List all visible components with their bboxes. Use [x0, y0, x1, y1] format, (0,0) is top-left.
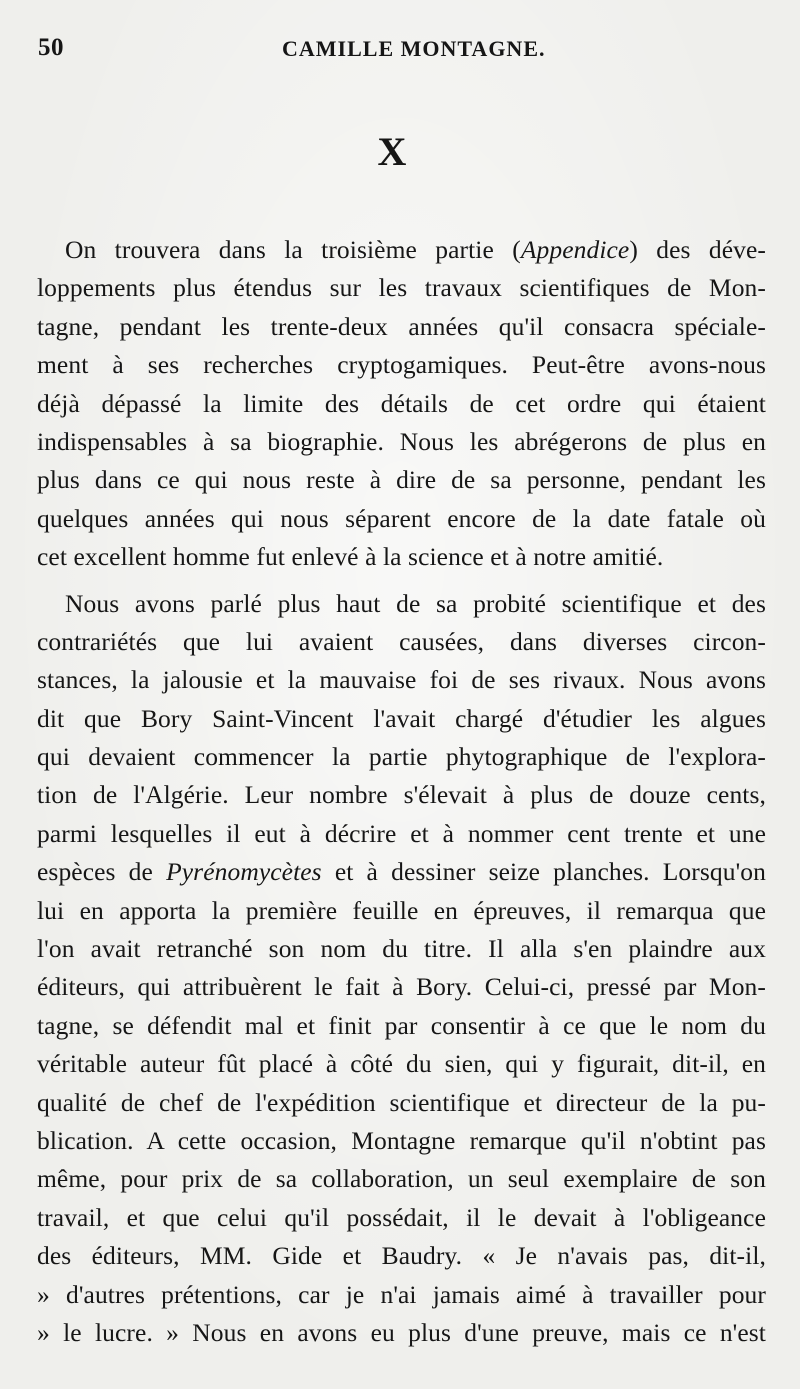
text-line: lui en apporta la première feuille en épreuves, il remarqua que	[37, 895, 766, 925]
text-line: qualité de chef de l'expédition scientifique et directeur de la pu-	[37, 1087, 766, 1117]
text-line: Nous avons parlé plus haut de sa probité scientifique et des	[65, 588, 766, 618]
text-line: » le lucre. » Nous en avons eu plus d'une preuve, mais ce n'est	[37, 1317, 766, 1347]
text-line: cet excellent homme fut enlevé à la science et à notre amitié.	[37, 542, 664, 572]
text-line: éditeurs, qui attribuèrent le fait à Bory. Celui-ci, pressé par Mon-	[37, 972, 766, 1002]
text-line: véritable auteur fût placé à côté du sien, qui y figurait, dit-il, en	[37, 1049, 766, 1079]
text-line: même, pour prix de sa collaboration, un seul exemplaire de son	[37, 1164, 766, 1194]
italic-term: Appendice	[520, 235, 630, 264]
text-line: des éditeurs, MM. Gide et Baudry. « Je n'avais pas, dit-il,	[37, 1241, 766, 1271]
text-line: ment à ses recherches cryptogamiques. Peut-être avons-nous	[37, 350, 766, 380]
text-line: parmi lesquelles il eut à décrire et à nommer cent trente et une	[37, 818, 766, 848]
text-line: On trouvera dans la troisième partie (Appendice) des déve-	[65, 235, 766, 264]
text-line: quelques années qui nous séparent encore de la date fatale où	[37, 503, 766, 533]
text-line: loppements plus étendus sur les travaux scientifiques de Mon-	[37, 273, 766, 303]
text-line: contrariétés que lui avaient causées, dans diverses circon-	[37, 626, 766, 656]
text-line: travail, et que celui qu'il possédait, il le devait à l'obligeance	[37, 1202, 766, 1232]
chapter-number-text: X	[377, 129, 407, 174]
text-line: stances, la jalousie et la mauvaise foi de ses rivaux. Nous avons	[37, 665, 766, 695]
text-line: » d'autres prétentions, car je n'ai jamais aimé à travailler pour	[37, 1279, 766, 1309]
paragraph-gap	[37, 577, 766, 585]
italic-term: Pyrénomycètes	[166, 857, 322, 887]
text-line: indispensables à sa biographie. Nous les abrégerons de plus en	[37, 426, 766, 456]
text-line: déjà dépassé la limite des détails de cet ordre qui étaient	[37, 388, 766, 418]
text-line: espèces de Pyrénomycètes et à dessiner seize planches. Lorsqu'on	[37, 857, 766, 887]
chapter-number	[0, 128, 800, 175]
page-number: 50	[38, 34, 64, 61]
text-line: blication. A cette occasion, Montagne remarque qu'il n'obtint pas	[37, 1125, 766, 1155]
paragraph-2	[37, 585, 766, 1353]
text-line: tion de l'Algérie. Leur nombre s'élevait à plus de douze cents,	[37, 780, 766, 810]
running-title: CAMILLE MONTAGNE.	[282, 36, 546, 61]
body-text	[37, 231, 766, 1352]
text-line: plus dans ce qui nous reste à dire de sa personne, pendant les	[37, 465, 766, 495]
text-line: dit que Bory Saint-Vincent l'avait chargé d'étudier les algues	[37, 703, 766, 733]
text-line: qui devaient commencer la partie phytographique de l'explora-	[37, 742, 766, 772]
running-head	[38, 34, 768, 68]
paragraph-1	[37, 231, 766, 577]
text-line: tagne, se défendit mal et finit par consentir à ce que le nom du	[37, 1010, 766, 1040]
text-line: tagne, pendant les trente-deux années qu'il consacra spéciale-	[37, 311, 766, 341]
text-line: l'on avait retranché son nom du titre. Il alla s'en plaindre aux	[37, 934, 766, 964]
